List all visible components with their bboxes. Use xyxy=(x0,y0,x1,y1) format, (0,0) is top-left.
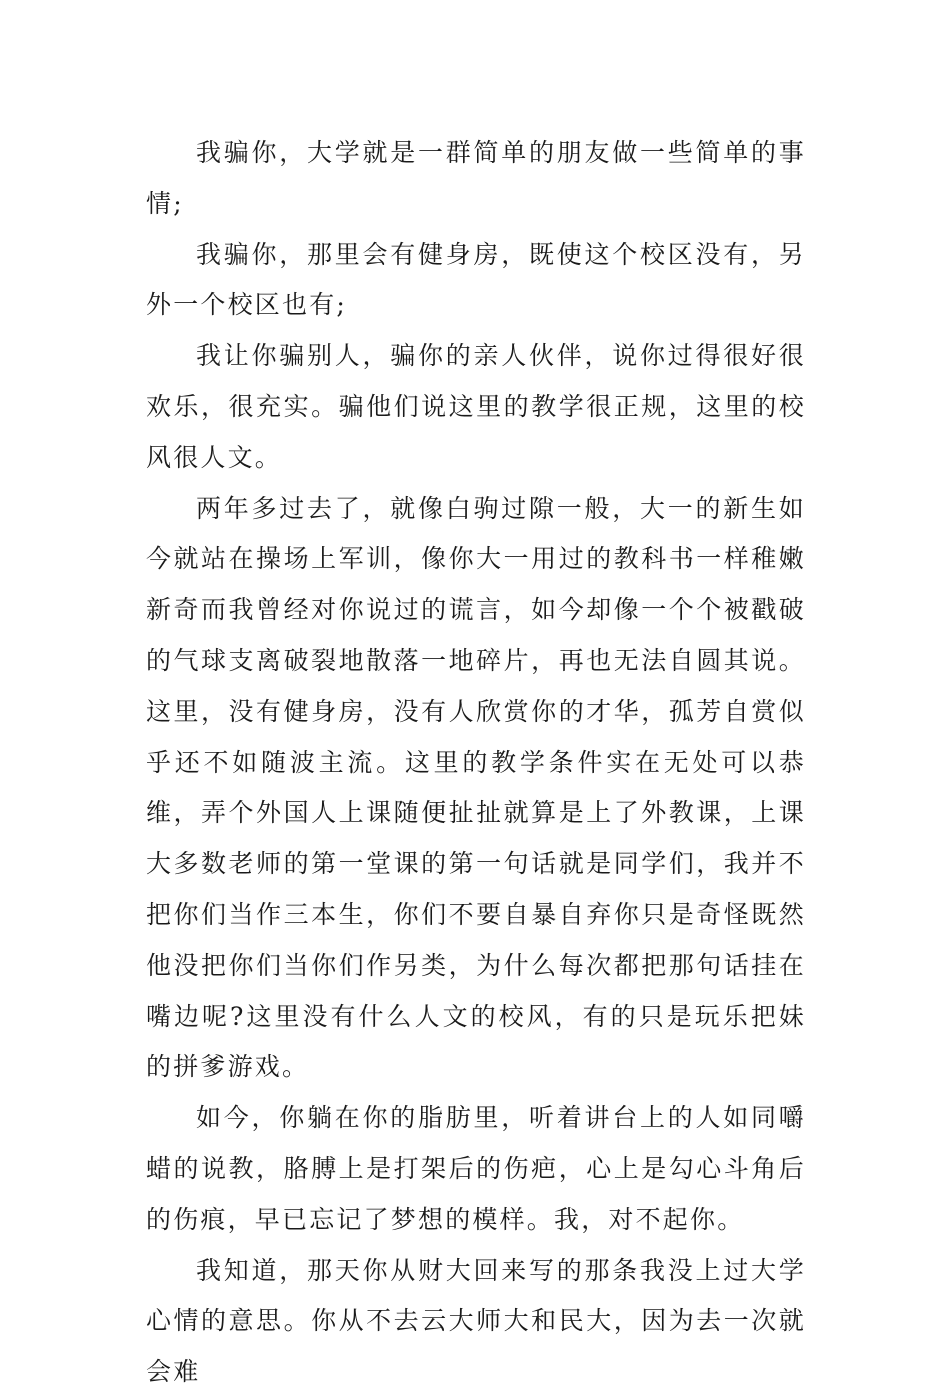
paragraph: 两年多过去了，就像白驹过隙一般，大一的新生如今就站在操场上军训，像你大一用过的教科书一样稚嫩新奇而我曾经对你说过的谎言，如今却像一个个被戳破的气球支离破裂地散落一地碎片，再也无法自圆其说。这里，没有健身房，没有人欣赏你的才华，孤芳自赏似乎还不如随波主流。这里的教学条件实在无处可以恭维，弄个外国人上课随便扯扯就算是上了外教课，上课大多数老师的第一堂课的第一句话就是同学们，我并不把你们当作三本生，你们不要自暴自弃你只是奇怪既然他没把你们当你们作另类，为什么每次都把那句话挂在嘴边呢?这里没有什么人文的校风，有的只是玩乐把妹的拼爹游戏。 xyxy=(146,493,806,1082)
document-body xyxy=(146,128,806,1398)
paragraph: 如今，你躺在你的脂肪里，听着讲台上的人如同嚼蜡的说教，胳膊上是打架后的伤疤，心上是勾心斗角后的伤痕，早已忘记了梦想的模样。我，对不起你。 xyxy=(146,1103,806,1234)
paragraph: 我让你骗别人，骗你的亲人伙伴，说你过得很好很欢乐，很充实。骗他们说这里的教学很正规，这里的校风很人文。 xyxy=(146,341,806,472)
paragraph: 我骗你，大学就是一群简单的朋友做一些简单的事情; xyxy=(146,138,806,218)
paragraph: 我知道，那天你从财大回来写的那条我没上过大学心情的意思。你从不去云大师大和民大，因为去一次就会难 xyxy=(146,1255,806,1387)
paragraph: 我骗你，那里会有健身房，既使这个校区没有，另外一个校区也有; xyxy=(146,239,806,320)
